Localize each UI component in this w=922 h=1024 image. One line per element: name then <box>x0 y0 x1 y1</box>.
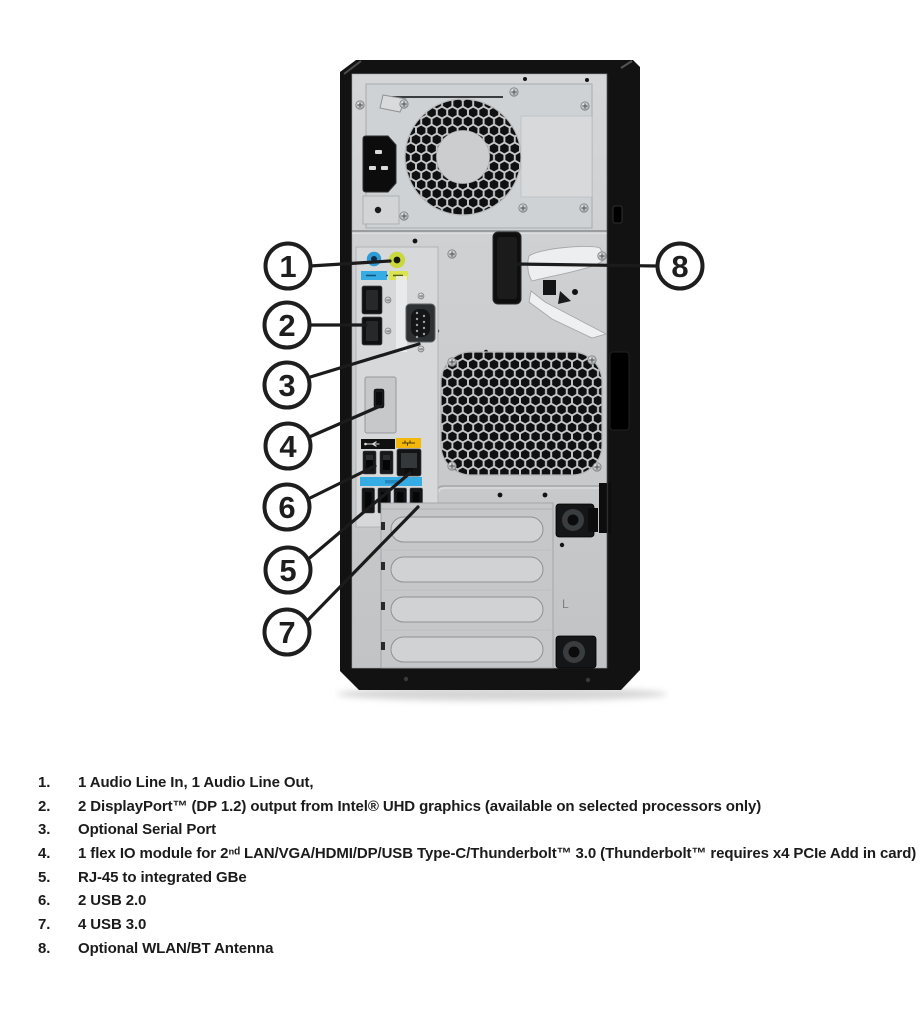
kensington-lock-slot <box>613 206 622 223</box>
screw-icon <box>519 204 527 212</box>
thumbscrew-knob-top <box>556 504 598 537</box>
callout-2-number: 2 <box>278 308 296 343</box>
latch-hole <box>572 289 578 295</box>
legend-item-5 <box>38 869 918 893</box>
screw-icon <box>448 358 456 366</box>
screw-icon <box>385 297 391 303</box>
edge-bracket <box>599 483 611 533</box>
legend-item-text: 1 Audio Line In, 1 Audio Line Out, <box>78 774 314 791</box>
slot-cover-emboss <box>391 597 543 622</box>
slot-cover-emboss <box>391 637 543 662</box>
legend-item-number: 4. <box>38 845 51 863</box>
slot-cover-emboss <box>391 517 543 542</box>
callout-1 <box>266 244 311 289</box>
callout-2 <box>265 303 310 348</box>
screw-icon <box>418 346 424 352</box>
slot-gap <box>381 642 385 650</box>
callout-7 <box>265 610 310 655</box>
flex-io-port-slot <box>376 392 382 405</box>
screw-icon <box>581 102 589 110</box>
legend-item-number: 7. <box>38 916 51 934</box>
legend-item-2 <box>38 798 918 822</box>
latch-notch <box>543 280 556 295</box>
tower-illustration <box>337 60 667 701</box>
callout-7-number: 7 <box>278 615 296 650</box>
screw-icon <box>448 462 456 470</box>
audio-line-out-hole <box>394 257 401 264</box>
slot-gap <box>381 562 385 570</box>
legend-item-number: 5. <box>38 868 51 886</box>
screw-icon <box>580 204 588 212</box>
legend-item-number: 3. <box>38 821 51 839</box>
thumbscrew-knob-bottom <box>556 636 596 668</box>
panel-hole <box>523 77 527 81</box>
screw-icon <box>400 100 408 108</box>
band-screw <box>586 678 590 682</box>
legend-item-text: 2 DisplayPort™ (DP 1.2) output from Intel® UHD graphics (available on selected processors only) <box>78 797 762 815</box>
callout-6-number: 6 <box>278 490 296 525</box>
callout-1-number: 1 <box>279 249 297 284</box>
legend-item-7 <box>38 916 918 940</box>
legend-item-1 <box>38 774 918 798</box>
screw-icon <box>418 293 424 299</box>
legend-item-text: Optional WLAN/BT Antenna <box>78 939 274 957</box>
legend-item-text: 1 flex IO module for 2ⁿᵈ LAN/VGA/HDMI/DP/USB Type-C/Thunderbolt™ 3.0 (Thunderbolt™ requires x4 PCIe Add in card) <box>78 845 917 863</box>
chassis-fan-grille <box>441 352 602 475</box>
legend-item-6 <box>38 892 918 916</box>
callout-4 <box>266 424 311 469</box>
slot-gap <box>381 522 385 530</box>
callout-4-number: 4 <box>279 429 297 464</box>
screw-icon <box>598 252 606 260</box>
serial-port-dshell <box>411 309 430 337</box>
panel-l-mark: L <box>562 597 569 611</box>
side-latch-recess <box>610 352 629 430</box>
slot-gap <box>381 602 385 610</box>
usb2-port-tongue <box>383 455 390 460</box>
power-inlet <box>363 136 396 192</box>
slot-cover-emboss <box>391 557 543 582</box>
screw-icon <box>588 356 596 364</box>
legend-item-4 <box>38 845 918 869</box>
panel-hole <box>498 493 503 498</box>
legend-list <box>38 774 918 964</box>
usb2-port-tongue <box>366 455 373 460</box>
screw-icon <box>448 250 456 258</box>
callout-3 <box>265 363 310 408</box>
legend-item-text: 2 USB 2.0 <box>78 892 147 910</box>
callout-3-number: 3 <box>278 368 296 403</box>
psu-label-plate <box>521 116 592 197</box>
callout-8 <box>658 244 703 289</box>
pcie-slot-covers <box>381 503 553 668</box>
legend-item-text: RJ-45 to integrated GBe <box>78 868 247 886</box>
legend-item-text: 4 USB 3.0 <box>78 916 147 934</box>
callout-8-number: 8 <box>671 249 689 284</box>
legend-item-number: 8. <box>38 939 51 957</box>
flex-io-module <box>365 377 396 433</box>
callout-5 <box>266 548 311 593</box>
callout-6 <box>265 485 310 530</box>
legend-item-number: 1. <box>38 774 51 791</box>
leader-line-8 <box>515 264 657 266</box>
legend-item-text: Optional Serial Port <box>78 821 217 839</box>
displayport-2-slot <box>366 321 378 341</box>
legend-item-number: 2. <box>38 797 51 815</box>
legend-item-8 <box>38 940 918 964</box>
screw-icon <box>593 463 601 471</box>
rj45-inner <box>401 453 417 468</box>
panel-hole <box>543 493 548 498</box>
displayport-1-slot <box>366 290 378 310</box>
screw-icon <box>356 101 364 109</box>
screw-icon <box>400 212 408 220</box>
panel-hole <box>560 543 564 547</box>
panel-reflection <box>396 276 407 352</box>
callout-5-number: 5 <box>279 553 297 588</box>
bracket-hole <box>375 207 381 213</box>
panel-hole <box>413 239 418 244</box>
legend-item-3 <box>38 821 918 845</box>
panel-hole <box>585 78 589 82</box>
psu-section <box>356 77 592 228</box>
wlan-antenna-cover-inner <box>497 237 517 299</box>
band-screw <box>404 677 408 681</box>
screw-icon <box>385 328 391 334</box>
screw-icon <box>510 88 518 96</box>
legend-item-number: 6. <box>38 892 51 910</box>
psu-fan-hub <box>437 131 490 184</box>
